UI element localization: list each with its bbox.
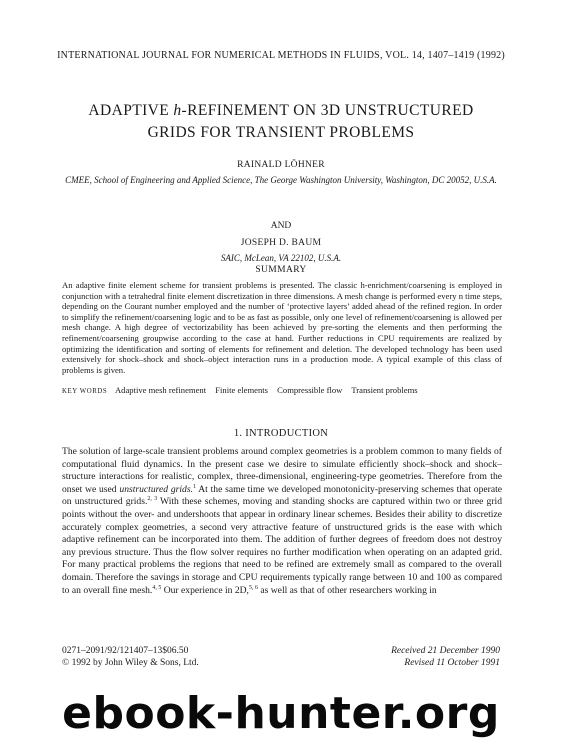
author-name: RAINALD LÖHNER [237, 160, 325, 170]
revised-date: Revised 11 October 1991 [404, 658, 500, 668]
paper-title [40, 100, 522, 144]
author-affiliation: CMEE, School of Engineering and Applied Science, The George Washington University, Washington, DC 20052, U.S.A. [65, 175, 497, 185]
article-code: 0271–2091/92/121407–13$06.50 [62, 646, 189, 656]
received-date: Received 21 December 1990 [391, 646, 500, 656]
abstract-text: An adaptive finite element scheme for transient problems is presented. The classic h-enrichment/coarsening is employed in conjunction with a tetrahedral finite element discretization in three dimensions. A mesh change is performed every n time steps, depending on the Courant number employed and the number of ‘protective layers’ added ahead of the refined region. In order to simplify the refinement/coarsening logic and to be as fast as possible, only one level of refinement/coarsening is allowed per mesh change. A high degree of vectorizability has been achieved by pre-sorting the elements and then performing the refinement/coarsening groupwise according to the case at hand. Further reductions in CPU requirements are realized by optimizing the identification and sorting of elements for refinement and deletion. The developed technology has been used extensively for shock–shock and shock–object interaction runs in a production mode. A typical example of this class of problems is given. [62, 280, 502, 375]
author-name: JOSEPH D. BAUM [240, 238, 322, 248]
title-line-2: GRIDS FOR TRANSIENT PROBLEMS [147, 124, 415, 141]
journal-header: INTERNATIONAL JOURNAL FOR NUMERICAL METHODS IN FLUIDS, VOL. 14, 1407–1419 (1992) [57, 50, 505, 61]
citation-ref: 4, 5 [152, 584, 162, 591]
keyword: Transient problems [351, 385, 418, 395]
citation-ref: 5, 6 [248, 584, 258, 591]
summary-heading: SUMMARY [255, 265, 307, 275]
keywords-label: KEY WORDS [62, 388, 108, 395]
keywords [62, 385, 502, 395]
citation-ref: 2, 3 [147, 496, 158, 503]
title-line-1: ADAPTIVE h-REFINEMENT ON 3D UNSTRUCTURED [88, 102, 474, 119]
keyword: Compressible flow [277, 385, 343, 395]
keyword: Finite elements [215, 385, 269, 395]
citation-ref: 1 [192, 483, 196, 490]
copyright-notice: © 1992 by John Wiley & Sons, Ltd. [62, 658, 199, 668]
footer-dates [391, 645, 500, 669]
author-affiliation: SAIC, McLean, VA 22102, U.S.A. [220, 253, 342, 263]
watermark: ebook-hunter.org [62, 688, 500, 739]
author-separator: AND [270, 221, 292, 231]
footer-publication-info [62, 645, 199, 669]
section-heading: 1. INTRODUCTION [233, 428, 329, 439]
keyword: Adaptive mesh refinement [114, 385, 207, 395]
introduction-text: The solution of large-scale transient problems around complex geometries is a problem common to many fields of computational fluid dynamics. In the present case we desire to simulate efficiently shock–shock and shock–structure interactions for realistic, complex, three-dimensional, engineering-type geometries. Therefore from the onset we used unstructured grids.$^1$ At the same time we developed monotonicity-preserving schemes that operate on unstructured grids.$^{2, 3}$ With these schemes, moving and standing shocks are captured within two or three grid points without the over- and undershoots that appear in ordinary linear schemes. Besides their ability to discretize accurately complex geometries, a second very attractive feature of unstructured grids is the ease with which adaptive refinement can be incorporated into them. The addition of further degrees of freedom does not destroy any previous structure. Thus the flow solver requires no further modification when operating on an adapted grid. For many practical problems the regions that need to be refined are extremely small as compared to the overall domain. Therefore the savings in storage and CPU requirements typically range between 10 and 100 as compared to an overall fine mesh.$^{4, 5}$ Our experience in 2D,$^{5, 6}$ as well as that of other researchers working in [62, 446, 503, 596]
